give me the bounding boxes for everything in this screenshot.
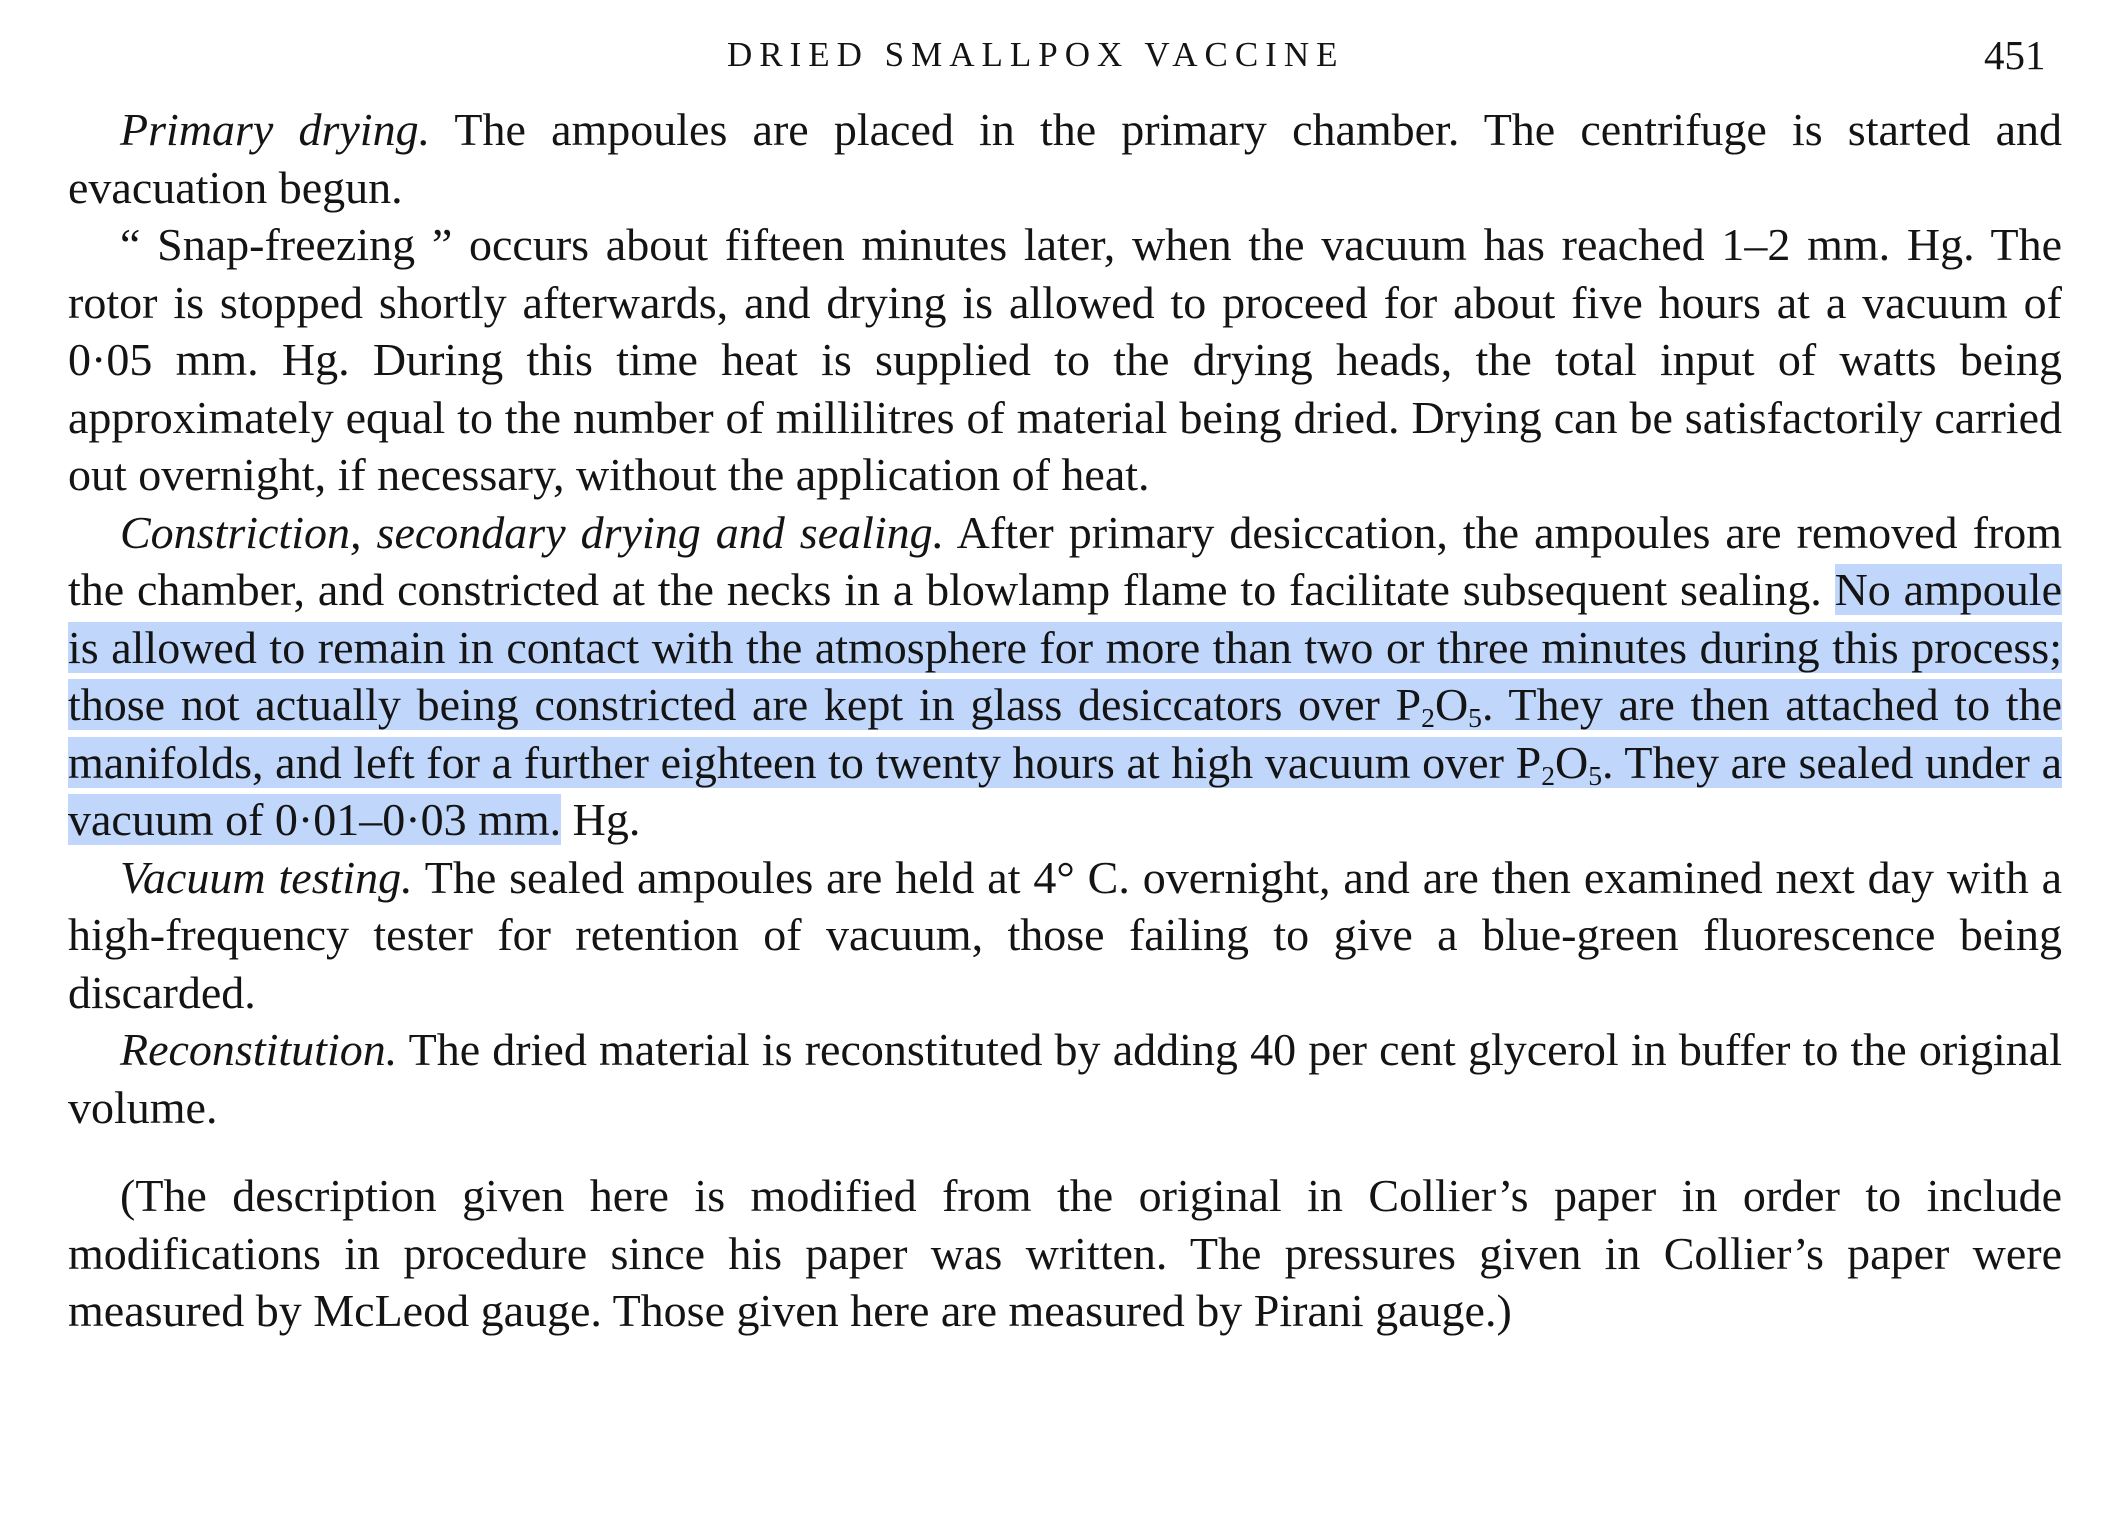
- paragraph-snap-freezing: [68, 216, 2062, 504]
- subscript-5: 5: [1468, 701, 1482, 733]
- vacuum-testing-text: The sealed ampoules are held at 4° C. overnight, and are then examined next day with a high-frequency tester for retention of vacuum, those failing to give a blue-green fluorescence being discarded.: [68, 851, 2062, 1018]
- paragraph-reconstitution: [68, 1021, 2062, 1136]
- vacuum-testing-heading: Vacuum testing.: [120, 851, 413, 903]
- note-text: (The description given here is modified from the original in Collier’s paper in order to include modifications in procedure since his paper was written. The pressures given in Collier’s paper were measured by McLeod gauge. Those given here are measured by Pirani gauge.): [68, 1170, 2062, 1336]
- snap-freezing-text: “ Snap-freezing ” occurs about fifteen minutes later, when the vacuum has reached 1–2 mm. Hg. The rotor is stopped shortly afterwards, and drying is allowed to proceed for about five hours at a vacuum of 0·05 mm. Hg. During this time heat is supplied to the drying heads, the total input of watts being approximately equal to the number of millilitres of material being dried. Drying can be satisfactorily carried out overnight, if necessary, without the application of heat.: [68, 219, 2062, 500]
- paragraph-note: [68, 1167, 2062, 1340]
- primary-drying-text: The ampoules are placed in the primary chamber. The centrifuge is started and evacuation begun.: [68, 104, 2062, 213]
- page-number: 451: [1984, 32, 2046, 78]
- highlight-part-2: . They are then attached to the manifolds, and left for a further eighteen to twenty hours at high vacuum over P: [68, 679, 2062, 788]
- subscript-2: 2: [1421, 701, 1435, 733]
- oxygen-letter-b: O: [1555, 736, 1589, 788]
- body-text: [68, 101, 2062, 1340]
- subscript-5b: 5: [1588, 759, 1603, 791]
- constriction-heading: Constriction, secondary drying and sealing.: [120, 506, 945, 558]
- primary-drying-heading: Primary drying.: [120, 104, 431, 155]
- running-title: DRIED SMALLPOX VACCINE: [727, 35, 1345, 74]
- highlight-part-3: . They are sealed under a vacuum of 0·01–0·03 mm.: [68, 736, 2063, 845]
- paragraph-constriction: [68, 504, 2062, 849]
- constriction-text-after: Hg.: [561, 794, 641, 845]
- highlight-part-1: No ampoule is allowed to remain in contact with the atmosphere for more than two or three minutes during this process; those not actually being constricted are kept in glass desiccators over P: [68, 564, 2062, 730]
- reconstitution-text: The dried material is reconstituted by adding 40 per cent glycerol in buffer to the original volume.: [68, 1024, 2062, 1133]
- running-head: [0, 30, 2110, 80]
- subscript-2b: 2: [1541, 759, 1556, 791]
- oxygen-letter: O: [1434, 679, 1469, 730]
- constriction-text-before: After primary desiccation, the ampoules are removed from the chamber, and constricted at the necks in a blowlamp flame to facilitate subsequent sealing.: [68, 506, 2062, 615]
- paragraph-vacuum-testing: [68, 849, 2062, 1022]
- reconstitution-heading: Reconstitution.: [120, 1024, 398, 1075]
- paragraph-primary-drying: [68, 101, 2062, 216]
